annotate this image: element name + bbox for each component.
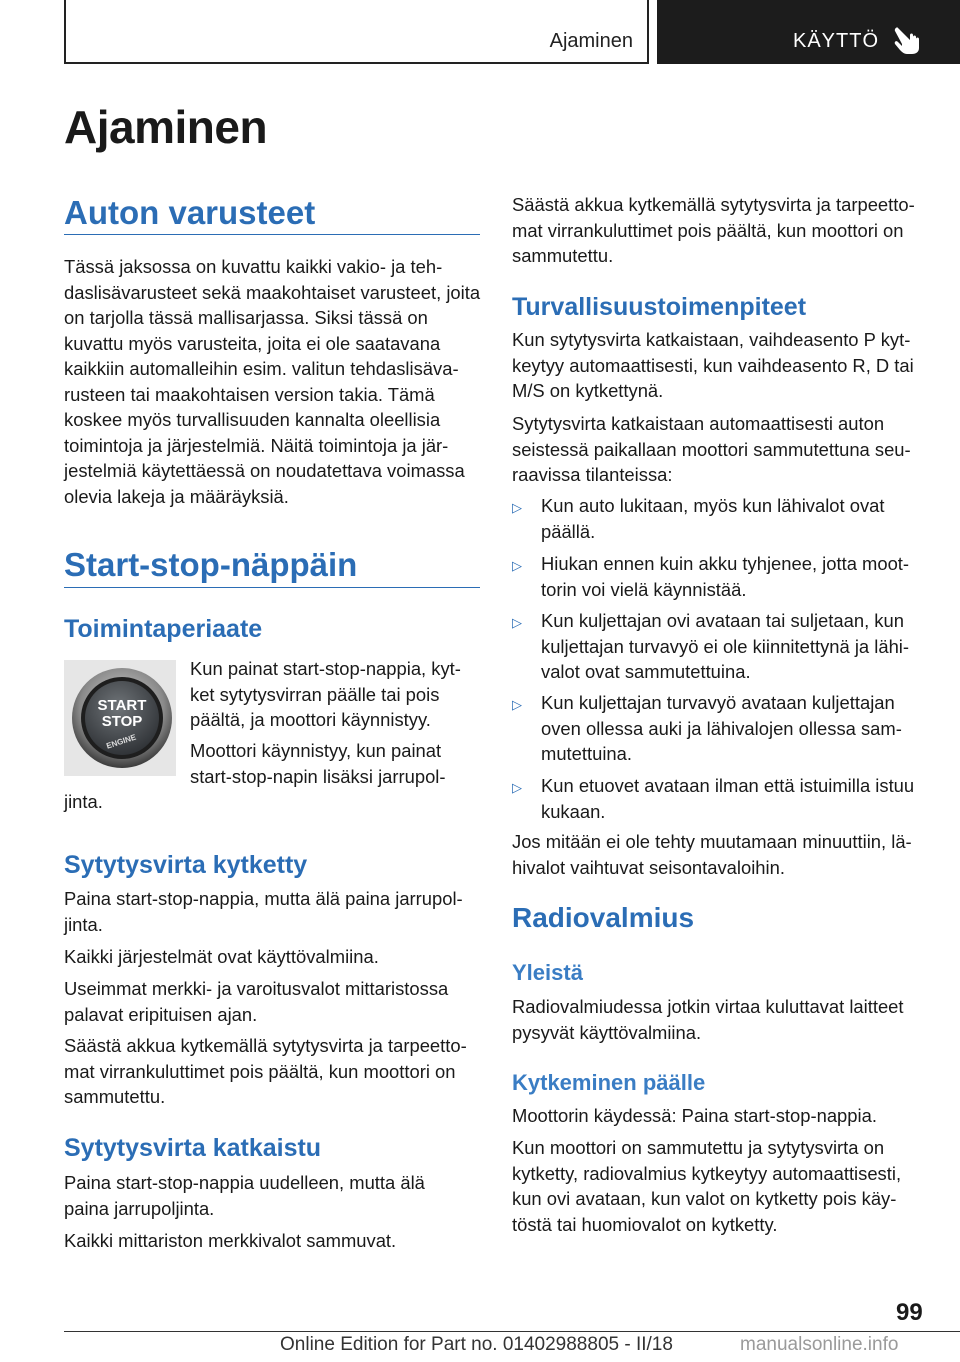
heading-rule — [64, 234, 480, 235]
footer-rule — [64, 1331, 960, 1332]
heading-auton-varusteet: Auton varusteet — [64, 194, 316, 231]
paragraph-on-1: Moottorin käydessä: Paina start-stop-nappia. — [512, 1105, 877, 1126]
header-section-label: Ajaminen — [549, 30, 633, 52]
paragraph-ign-off-2: Kaikki mittariston merkkivalot sammuvat. — [64, 1230, 397, 1251]
pointing-hand-icon — [894, 26, 922, 56]
paragraph-equipment: Tässä jaksossa on kuvattu kaikki vakio- ja teh- daslisävarusteet sekä maakohtaiset varusteet, joita on tarjolla tässä mallisarjassa. Siksi tässä on kuvattu myös varusteita, joita ei ole saatavana kaikkiin automalleihin esim. valitun tehdaslisäva- rusteen tai maakohtaisen version takia. Tämä koskee myös turvallisuuden kannalta oleellisia toimintoja ja järjestelmiä. Näitä toimintoja ja jär- jestelmiä käytettäessä on noudatettava voimassa olevia lakeja ja määräyksiä. — [64, 256, 481, 507]
bullet-triangle-icon: ▷ — [512, 780, 522, 795]
paragraph-principle-2a: Moottori käynnistyy, kun painat start-stop-napin lisäksi jarrupol- — [190, 740, 446, 787]
bullet-triangle-icon: ▷ — [512, 500, 522, 515]
paragraph-safety-2: Sytytysvirta katkaistaan automaattisesti auton seistessä paikallaan moottori sammutettuna seu- raavissa tilanteissa: — [512, 413, 911, 485]
header-chapter-label: KÄYTTÖ — [793, 30, 880, 52]
heading-yleista: Yleistä — [512, 960, 583, 985]
heading-toimintaperiaate: Toimintaperiaate — [64, 615, 263, 643]
button-label-start: START — [97, 697, 147, 714]
heading-radiovalmius: Radiovalmius — [512, 902, 695, 933]
page-title: Ajaminen — [64, 101, 268, 153]
header-section-tab — [64, 0, 649, 64]
heading-start-stop: Start-stop-näppäin — [64, 546, 358, 583]
button-label-stop: STOP — [101, 713, 143, 730]
paragraph-ign-on-2: Kaikki järjestelmät ovat käyttövalmiina. — [64, 946, 379, 967]
paragraph-safety-3: Jos mitään ei ole tehty muutamaan minuuttiin, lä- hivalot vaihtuvat seisontavaloihin. — [512, 831, 912, 878]
heading-sytytysvirta-katkaistu: Sytytysvirta katkaistu — [64, 1134, 322, 1162]
heading-kytkeminen-paalle: Kytkeminen päälle — [512, 1070, 706, 1095]
paragraph-ign-on-3: Useimmat merkki- ja varoitusvalot mittaristossa palavat eripituisen ajan. — [64, 978, 449, 1025]
paragraph-right-top: Säästä akkua kytkemällä sytytysvirta ja tarpeetto- mat virrankuluttimet pois päältä, kun moottori on sammutettu. — [512, 194, 915, 266]
footer-edition: Online Edition for Part no. 01402988805 - II/18 — [280, 1334, 673, 1355]
footer-watermark: manualsonline.info — [740, 1334, 899, 1355]
heading-turvallisuustoimenpiteet: Turvallisuustoimenpiteet — [512, 293, 807, 321]
bullet-triangle-icon: ▷ — [512, 615, 522, 630]
paragraph-ign-on-4: Säästä akkua kytkemällä sytytysvirta ja tarpeetto- mat virrankuluttimet pois päältä, kun moottori on sammutettu. — [64, 1035, 467, 1107]
list-item-text: Kun etuovet avataan ilman että istuimilla istuu kukaan. — [541, 775, 915, 822]
paragraph-principle-2b: jinta. — [64, 791, 103, 812]
list-item-text: Hiukan ennen kuin akku tyhjenee, jotta moot- torin voi vielä käynnistää. — [541, 553, 910, 600]
list-item-text: Kun kuljettajan ovi avataan tai suljetaan, kun kuljettajan turvavyö ei ole kiinnitettynä ja lähi- valot ovat sammutettuina. — [541, 610, 910, 682]
paragraph-on-2: Kun moottori on sammutettu ja sytytysvirta on kytketty, radiovalmius kytkeytyy automaattisesti, kun ovi avataan, kun valot on kytketty pois käy- töstä tai huomiovalot on kytketty. — [512, 1137, 902, 1235]
paragraph-principle-1: Kun painat start-stop-nappia, kyt- ket sytytysvirran päälle tai pois päältä, ja moottori käynnistyy. — [190, 658, 461, 730]
list-item-text: Kun auto lukitaan, myös kun lähivalot ovat päällä. — [541, 495, 885, 542]
button-label-engine: ENGINE — [105, 732, 138, 751]
page-number: 99 — [896, 1299, 923, 1326]
heading-sytytysvirta-kytketty: Sytytysvirta kytketty — [64, 851, 308, 879]
paragraph-general: Radiovalmiudessa jotkin virtaa kuluttavat laitteet pysyvät käyttövalmiina. — [512, 996, 904, 1043]
bullet-triangle-icon: ▷ — [512, 558, 522, 573]
list-item-text: Kun kuljettajan turvavyö avataan kuljettajan oven ollessa auki ja lähivalojen ollessa sam- mutettuina. — [541, 692, 902, 764]
start-stop-button-image — [64, 660, 176, 776]
paragraph-safety-1: Kun sytytysvirta katkaistaan, vaihdeasento P kyt- keytyy automaattisesti, kun vaihdeasento R, D tai M/S on kytkettynä. — [512, 329, 914, 401]
bullet-triangle-icon: ▷ — [512, 697, 522, 712]
heading-rule — [64, 587, 480, 588]
paragraph-ign-off-1: Paina start-stop-nappia uudelleen, mutta älä paina jarrupoljinta. — [64, 1172, 425, 1219]
paragraph-ign-on-1: Paina start-stop-nappia, mutta älä paina jarrupol- jinta. — [64, 888, 463, 935]
